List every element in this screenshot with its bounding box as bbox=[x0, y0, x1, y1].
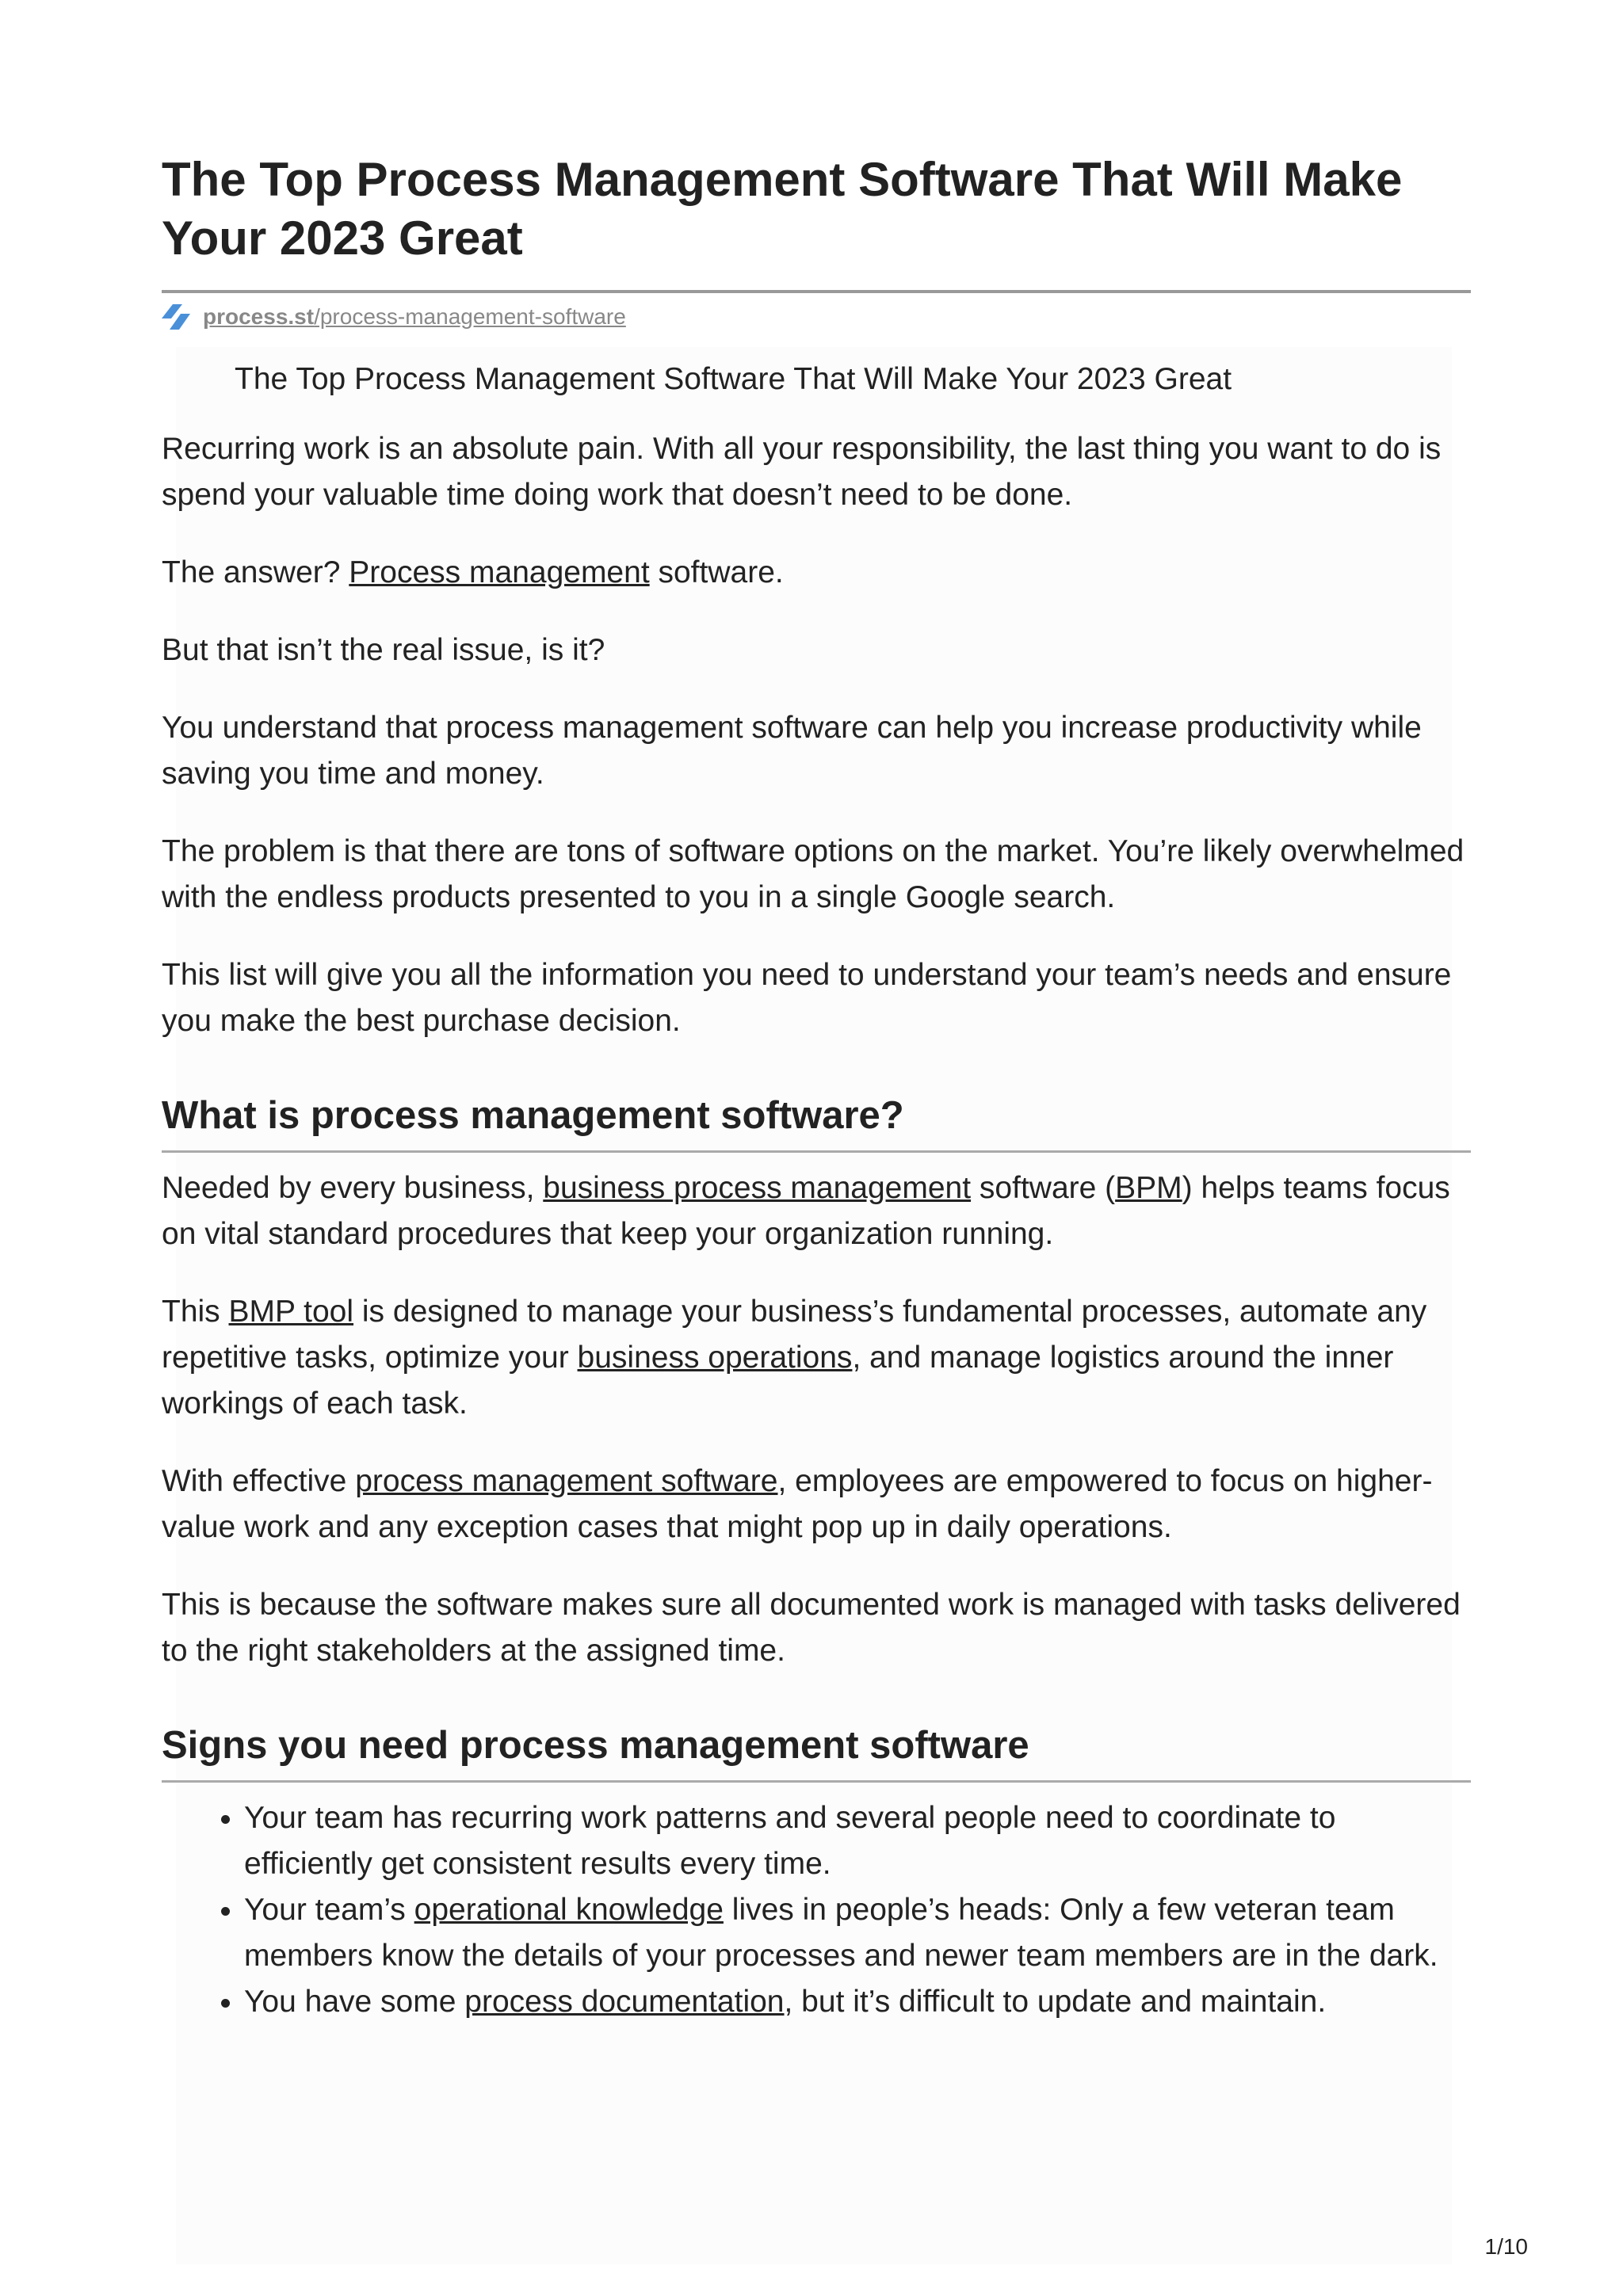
text: Needed by every business, bbox=[162, 1171, 544, 1205]
page-number: 1/10 bbox=[1484, 2234, 1528, 2259]
list-item: • Your team has recurring work patterns and several people need to coordinate to efficiently get consistent results every time. bbox=[244, 1795, 1471, 1887]
paragraph: Recurring work is an absolute pain. With all your responsibility, the last thing you want to do is spend your valuable time doing work that doesn’t need to be done. bbox=[162, 432, 1442, 512]
paragraph: You understand that process management software can help you increase productivity while saving you time and money. bbox=[162, 711, 1422, 791]
section-divider bbox=[162, 1150, 1471, 1153]
text: lives in people’s heads: Only a few veteran team members know the details of your processes and newer team members are in the dark. bbox=[244, 1893, 1438, 1973]
section-heading: Signs you need process management software bbox=[162, 1724, 1029, 1767]
text: You have some bbox=[244, 1985, 465, 2019]
source-link-row bbox=[162, 301, 1471, 333]
paragraph bbox=[162, 1165, 1471, 1257]
section-divider bbox=[162, 1780, 1471, 1783]
business-operations-link[interactable]: business operations bbox=[577, 1341, 853, 1375]
text: The answer? bbox=[162, 555, 349, 589]
page-title: The Top Process Management Software That Will Make Your 2023 Great bbox=[162, 153, 1403, 265]
text: , but it’s difficult to update and maintain. bbox=[784, 1985, 1327, 2019]
text: software ( bbox=[971, 1171, 1116, 1205]
list-item bbox=[244, 1887, 1471, 1979]
signs-list bbox=[162, 1795, 1471, 2025]
paragraph: The problem is that there are tons of software options on the market. You’re likely overwhelmed with the endless products presented to you in a single Google search. bbox=[162, 834, 1465, 914]
article-body bbox=[162, 357, 1471, 2025]
title-divider bbox=[162, 290, 1471, 293]
paragraph bbox=[162, 1289, 1471, 1427]
process-documentation-link[interactable]: process documentation bbox=[464, 1985, 785, 2019]
text: ) helps teams focus on vital standard procedures that keep your organization running. bbox=[162, 1171, 1450, 1251]
paragraph: This is because the software makes sure all documented work is managed with tasks delivered to the right stakeholders at the assigned time. bbox=[162, 1588, 1461, 1668]
text: Your team’s bbox=[244, 1893, 414, 1927]
bmp-tool-link[interactable]: BMP tool bbox=[228, 1295, 354, 1329]
paragraph: This list will give you all the information you need to understand your team’s needs and ensure you make the best purchase decision. bbox=[162, 958, 1452, 1038]
source-url-link[interactable] bbox=[203, 304, 626, 330]
process-street-logo-icon bbox=[162, 301, 193, 333]
operational-knowledge-link[interactable]: operational knowledge bbox=[414, 1893, 724, 1927]
paragraph bbox=[162, 550, 1471, 596]
paragraph: But that isn’t the real issue, is it? bbox=[162, 633, 605, 667]
text: , and manage logistics around the inner workings of each task. bbox=[162, 1341, 1394, 1421]
article-intro-title: The Top Process Management Software That Will Make Your 2023 Great bbox=[235, 362, 1232, 396]
text: is designed to manage your business’s fundamental processes, automate any repetitive tasks, optimize your bbox=[162, 1295, 1427, 1375]
text: This bbox=[162, 1295, 229, 1329]
list-item bbox=[244, 1979, 1471, 2025]
text: software. bbox=[649, 555, 784, 589]
process-management-link[interactable]: Process management bbox=[349, 555, 650, 589]
document-page bbox=[162, 151, 1471, 2025]
section-heading: What is process management software? bbox=[162, 1094, 904, 1137]
text: With effective bbox=[162, 1464, 356, 1498]
source-domain: process.st bbox=[203, 304, 315, 329]
text: , employees are empowered to focus on higher-value work and any exception cases that might pop up in daily operations. bbox=[162, 1464, 1433, 1544]
process-management-software-link[interactable]: process management software bbox=[355, 1464, 778, 1498]
paragraph bbox=[162, 1459, 1471, 1550]
business-process-management-link[interactable]: business process management bbox=[543, 1171, 972, 1205]
bpm-link[interactable]: BPM bbox=[1115, 1171, 1182, 1205]
source-path: /process-management-software bbox=[314, 304, 626, 329]
